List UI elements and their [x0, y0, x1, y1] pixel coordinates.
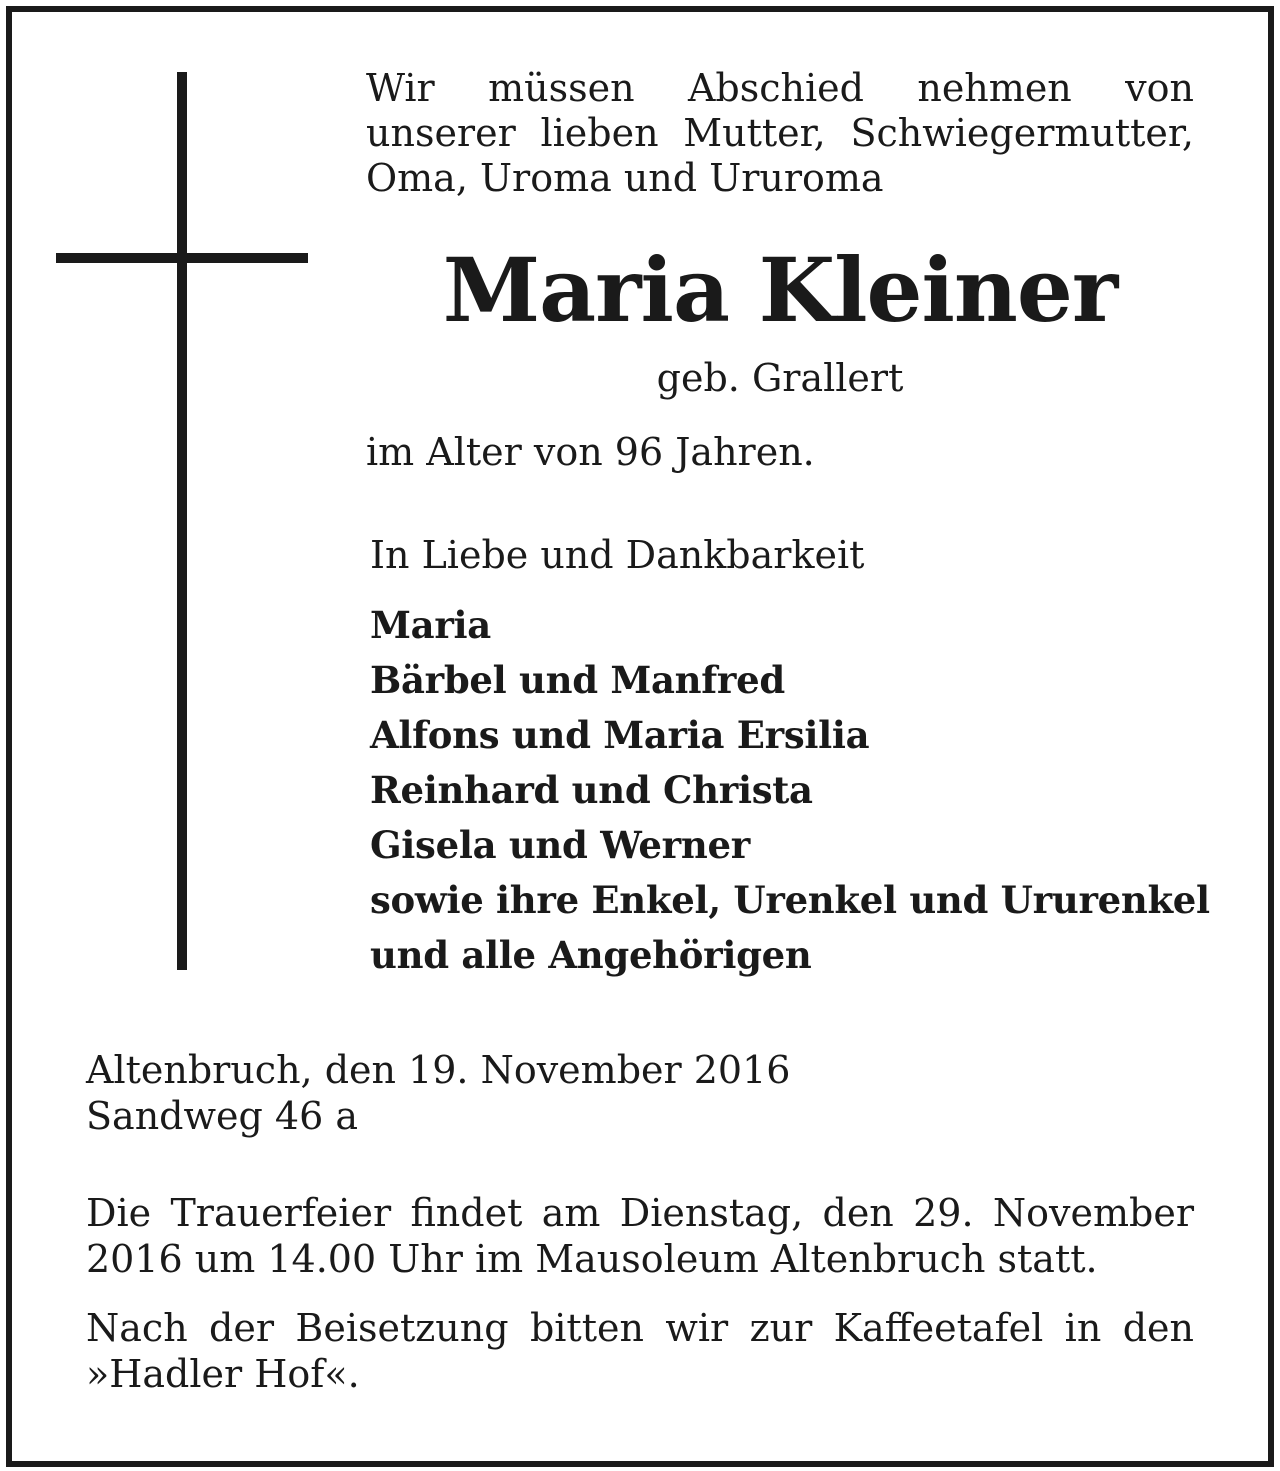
ceremony-line-2: 2016 um 14.00 Uhr im Mausoleum Altenbruch statt.: [86, 1237, 1098, 1281]
address-line: Sandweg 46 a: [86, 1094, 358, 1138]
mourner-item: Alfons und Maria Ersilia: [370, 713, 870, 757]
mourner-item: Gisela und Werner: [370, 823, 750, 867]
farewell-text: In Liebe und Dankbarkeit: [370, 533, 865, 577]
reception-line-1: Nach der Beisetzung bitten wir zur Kaffeetafel in den: [86, 1306, 1194, 1350]
intro-line-3: Oma, Uroma und Ururoma: [366, 156, 884, 200]
mourner-item: und alle Angehörigen: [370, 933, 812, 977]
ceremony-line-1: Die Trauerfeier findet am Dienstag, den 29. November: [86, 1191, 1194, 1235]
cross-vertical-bar: [177, 72, 187, 970]
mourners-list: [370, 598, 1210, 983]
place-and-date: [86, 1047, 790, 1139]
mourner-item: Maria: [370, 603, 491, 647]
date-line: Altenbruch, den 19. November 2016: [86, 1048, 791, 1092]
birth-name: geb. Grallert: [656, 356, 904, 400]
intro-line-1: Wir müssen Abschied nehmen von: [366, 66, 1194, 110]
ceremony-info: [86, 1190, 1194, 1282]
mourner-item: sowie ihre Enkel, Urenkel und Ururenkel: [370, 878, 1210, 922]
mourner-item: Reinhard und Christa: [370, 768, 813, 812]
intro-text: [366, 66, 1194, 201]
cross-horizontal-bar: [56, 253, 308, 263]
reception-info: [86, 1305, 1194, 1397]
deceased-name: Maria Kleiner: [442, 238, 1118, 342]
mourner-item: Bärbel und Manfred: [370, 658, 785, 702]
reception-line-2: »Hadler Hof«.: [86, 1352, 360, 1396]
age-text: im Alter von 96 Jahren.: [366, 430, 815, 474]
intro-line-2: unserer lieben Mutter, Schwiegermutter,: [366, 111, 1194, 155]
